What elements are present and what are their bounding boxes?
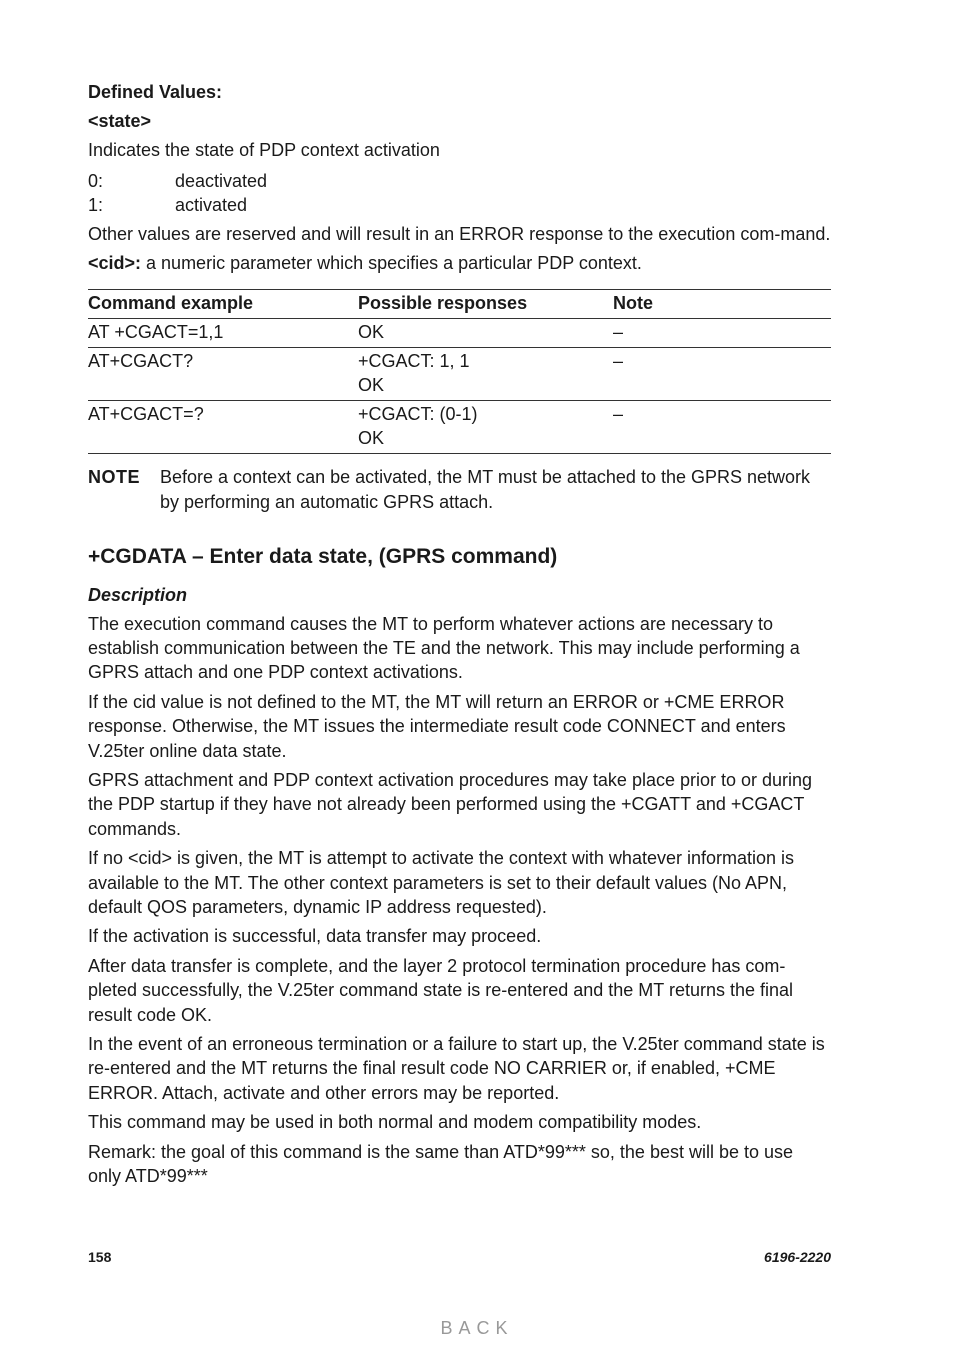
state-value-label: deactivated [175, 170, 268, 191]
table-row [88, 400, 831, 453]
table-row [88, 347, 831, 400]
response-line: OK [358, 321, 385, 342]
note-label: NOTE [88, 466, 141, 487]
cell-response [358, 400, 613, 453]
state-value-key: 0: [88, 170, 104, 191]
paragraph: If the activation is successful, data transfer may proceed. [88, 926, 542, 947]
page-number: 158 [88, 1249, 112, 1265]
cid-text: a numeric parameter which specifies a particular PDP context. [141, 253, 642, 273]
state-heading: <state> [88, 111, 152, 131]
note-block [88, 465, 831, 515]
header-possible-responses: Possible responses [358, 292, 528, 313]
cell-command: AT +CGACT=1,1 [88, 321, 224, 342]
back-link[interactable]: BACK [440, 1318, 514, 1338]
paragraph: The execution command causes the MT to perform whatever actions are necessary to establish communication between the TE and the network. This may include performing a GPRS attach and one PDP context activations. [88, 613, 800, 683]
page-content [88, 80, 831, 1188]
state-value-label: activated [175, 194, 248, 215]
section-title: +CGDATA – Enter data state, (GPRS command) [88, 544, 558, 568]
cid-definition [88, 251, 831, 276]
header-note: Note [613, 292, 653, 313]
paragraph: GPRS attachment and PDP context activation procedures may take place prior to or during the PDP startup if they have not already been performed using the +CGATT and +CGACT commands. [88, 769, 813, 839]
paragraph: After data transfer is complete, and the layer 2 protocol termination procedure has com-pleted successfully, the V.25ter command state is re-entered and the MT returns the final result code OK. [88, 955, 794, 1025]
state-values-list [88, 169, 831, 217]
cid-label: <cid>: [88, 253, 142, 273]
paragraph: If the cid value is not defined to the MT, the MT will return an ERROR or +CME ERROR response. Otherwise, the MT issues the intermediate result code CONNECT and enters V.25ter online data state. [88, 691, 786, 761]
state-value-key: 1: [88, 194, 104, 215]
response-line: OK [358, 374, 385, 395]
note-text: Before a context can be activated, the MT must be attached to the GPRS network by performing an automatic GPRS attach. [160, 466, 811, 512]
other-values-text: Other values are reserved and will result in an ERROR response to the execution com-mand. [88, 223, 831, 244]
table-header-row [88, 289, 831, 318]
cell-command: AT+CGACT? [88, 350, 194, 371]
command-example-table [88, 289, 831, 454]
header-command-example: Command example [88, 292, 254, 313]
response-line: OK [358, 427, 385, 448]
cell-note: – [613, 403, 624, 424]
response-line: +CGACT: (0-1) [358, 403, 478, 424]
paragraph: This command may be used in both normal and modem compatibility modes. [88, 1112, 702, 1133]
cell-response [358, 318, 613, 347]
paragraph: If no <cid> is given, the MT is attempt to activate the context with whatever information is available to the MT. The other context parameters is set to their default values (No APN, default QOS parameters, dynamic IP address requested). [88, 848, 795, 917]
state-description: Indicates the state of PDP context activation [88, 140, 440, 160]
defined-values-heading: Defined Values: [88, 82, 223, 102]
table-row [88, 318, 831, 347]
document-number: 6196-2220 [764, 1249, 831, 1265]
cell-command: AT+CGACT=? [88, 403, 204, 424]
paragraph: In the event of an erroneous termination or a failure to start up, the V.25ter command state is re-entered and the MT returns the final result code NO CARRIER or, if enabled, +CME ERROR. Attach, activate and other errors may be reported. [88, 1034, 825, 1103]
cell-response [358, 347, 613, 400]
cell-note: – [613, 350, 624, 371]
page-footer [88, 1249, 831, 1265]
response-line: +CGACT: 1, 1 [358, 350, 470, 371]
cell-note: – [613, 321, 624, 342]
description-label: Description [88, 584, 188, 605]
paragraph: Remark: the goal of this command is the same than ATD*99*** so, the best will be to use only ATD*99*** [88, 1141, 794, 1187]
